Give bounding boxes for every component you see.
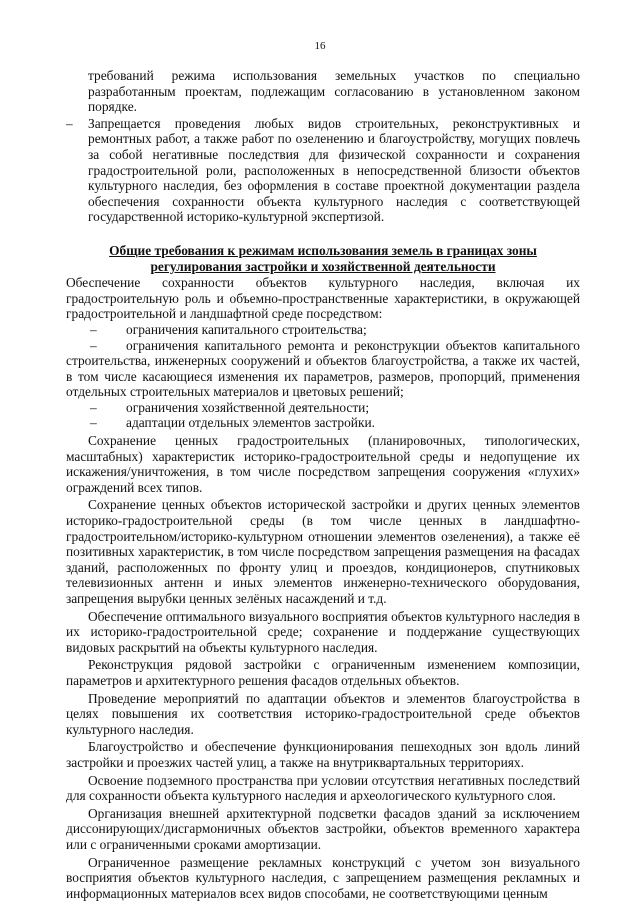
bullet-dash: – xyxy=(66,115,73,131)
body-paragraph: Реконструкция рядовой застройки с ограниченным изменением композиции, параметров и архитектурного решения фасадов отдельных объектов. xyxy=(66,657,580,688)
list-dash: – xyxy=(90,399,97,415)
continuation-paragraph: требований режима использования земельных участков по специально разработанным проектам, подлежащим согласованию в установленном законом порядке. xyxy=(88,68,580,115)
list-text: ограничения хозяйственной деятельности; xyxy=(126,399,370,415)
body-paragraph: Сохранение ценных градостроительных (планировочных, типологических, масштабных) характеристик историко-градостроительной среды и недопущение их искажения/уничтожения, в том числе посредством запрещения сооружения «глухих» ограждений всех типов. xyxy=(66,433,580,495)
body-paragraph: Сохранение ценных объектов исторической застройки и других ценных элементов историко-градостроительной среды (в том числе ценных в ландшафтно-градостроительном/историко-культурном отношении элементов озеленения), а также её позитивных характеристик, в том числе посредством запрещения размещения на фасадах зданий, расположенных по фронту улиц и проездов, кондиционеров, спутниковых телевизионных антенн и иных элементов инженерно-технического оборудования, запрещения вырубки ценных зелёных насаждений и т.д. xyxy=(66,497,580,606)
dash-list-item xyxy=(66,322,580,338)
section-body xyxy=(66,275,580,901)
body-paragraph: Благоустройство и обеспечение функционирования пешеходных зон вдоль линий застройки и проезжих частей улиц, а также на внутриквартальных территориях. xyxy=(66,739,580,770)
body-paragraph: Освоение подземного пространства при условии отсутствия негативных последствий для сохранности объекта культурного наследия и археологического культурного слоя. xyxy=(66,772,580,804)
list-text: ограничения капитального ремонта и реконструкции объектов капитального строительства, инженерных сооружений и объектов благоустройства, а также их частей, в том числе касающиеся изменения их параметров, размеров, пропорций, применения отдельных строительных материалов и цветовых решений; xyxy=(66,337,580,400)
body-paragraph: Обеспечение оптимального визуального восприятия объектов культурного наследия в их историко-градостроительной среде; сохранение и поддержание существующих видовых раскрытий на объекты культурного наследия. xyxy=(66,608,580,655)
list-dash: – xyxy=(90,415,97,431)
intro-paragraph: Обеспечение сохранности объектов культурного наследия, включая их градостроительную роль и объемно-пространственные характеристики, в окружающей градостроительной и ландшафтной среде посредством: xyxy=(66,275,580,322)
list-dash: – xyxy=(90,337,97,353)
list-dash: – xyxy=(90,321,97,337)
page-number: 16 xyxy=(314,40,326,52)
section-heading: Общие требования к режимам использования земель в границах зоны регулирования застройки и хозяйственной деятельности xyxy=(109,242,537,274)
dash-list-item-wrapped xyxy=(66,338,580,400)
bullet-text: Запрещается проведения любых видов строительных, реконструктивных и ремонтных работ, а также работ по озеленению и благоустройству, могущих повлечь за собой негативные последствия для физической сохранности и сохранения градостроительной роли, расположенных в непосредственной близости объектов культурного наследия, без оформления в составе проектной документации раздела обеспечения сохранности объекта культурного наследия с соответствующей государственной историко-культурной экспертизой. xyxy=(88,115,580,225)
body-paragraph: Ограниченное размещение рекламных конструкций с учетом зон визуального восприятия объектов культурного наследия, с запрещением размещения рекламных и информационных материалов всех видов способами, не соответствующими ценным xyxy=(66,854,580,901)
body-paragraph: Организация внешней архитектурной подсветки фасадов зданий за исключением диссонирующих/дисгармоничных объектов застройки, объектов временного характера или с ограниченными сроками амортизации. xyxy=(66,805,580,852)
bullet-item xyxy=(66,116,580,225)
page-content xyxy=(66,68,580,901)
body-paragraph: Проведение мероприятий по адаптации объектов и элементов благоустройства в целях повышения их соответствия историко-градостроительной среде объектов культурного наследия. xyxy=(66,690,580,737)
dash-list-item xyxy=(66,415,580,431)
list-text: адаптации отдельных элементов застройки. xyxy=(126,415,375,431)
dash-list-item xyxy=(66,400,580,416)
list-text: ограничения капитального строительства; xyxy=(126,321,367,337)
